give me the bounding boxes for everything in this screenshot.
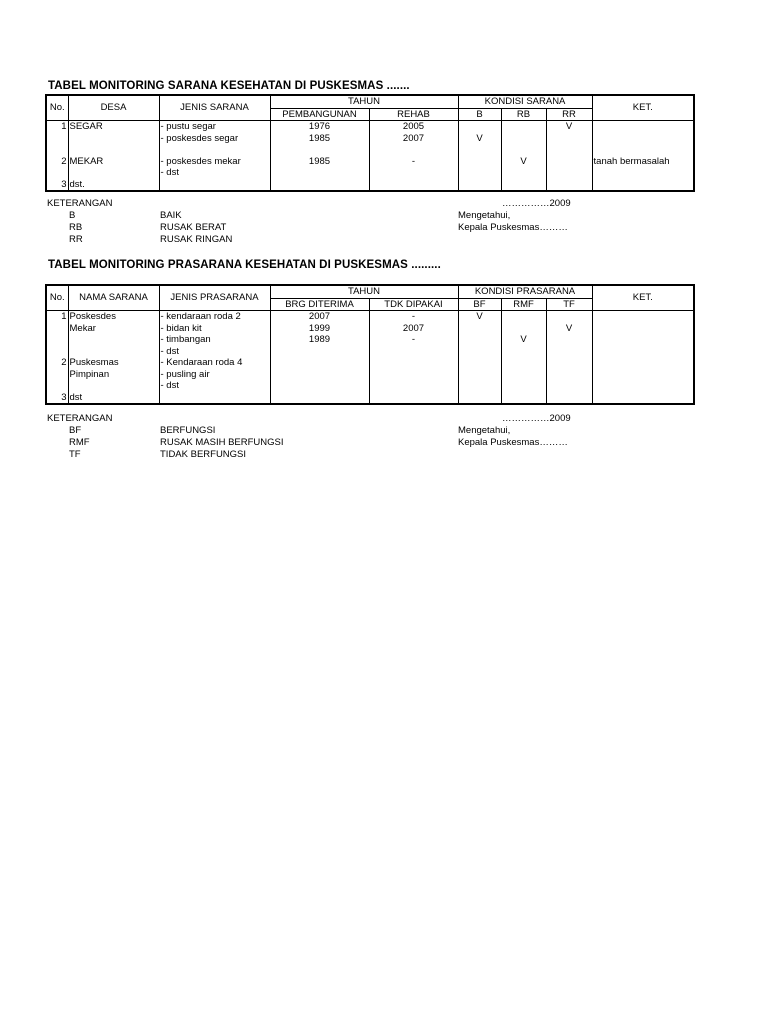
cell-desa: SEGAR [68, 121, 159, 133]
header-rr: RR [546, 108, 592, 121]
legend-desc: BAIK [160, 210, 182, 221]
cell-nama-sarana: Pimpinan [68, 369, 159, 381]
cell-tf [546, 346, 592, 358]
cell-rr [546, 133, 592, 145]
table-row [46, 121, 694, 133]
cell-ket [592, 392, 694, 405]
table-row [46, 369, 694, 381]
cell-tf: V [546, 323, 592, 335]
cell-rr [546, 144, 592, 156]
cell-ket [592, 133, 694, 145]
cell-tdk-dipakai [369, 357, 458, 369]
header-jenis-prasarana: JENIS PRASARANA [159, 285, 270, 311]
cell-bf [458, 392, 501, 405]
cell-desa [68, 144, 159, 156]
cell-tdk-dipakai [369, 392, 458, 405]
cell-no [46, 334, 68, 346]
cell-tdk-dipakai: - [369, 311, 458, 323]
header-rb: RB [501, 108, 546, 121]
cell-rr [546, 167, 592, 179]
cell-tdk-dipakai: - [369, 334, 458, 346]
table-row [46, 144, 694, 156]
header-b: B [458, 108, 501, 121]
prasarana-table [45, 284, 695, 405]
legend-code: B [69, 210, 76, 221]
header-jenis-sarana: JENIS SARANA [159, 95, 270, 121]
cell-b: V [458, 133, 501, 145]
signature-kepala: Kepala Puskesmas……… [458, 222, 568, 233]
cell-jenis-sarana [159, 179, 270, 192]
cell-bf [458, 346, 501, 358]
table-row [46, 380, 694, 392]
cell-ket [592, 346, 694, 358]
header-kondisi-sarana: KONDISI SARANA [458, 95, 592, 108]
cell-rmf [501, 380, 546, 392]
cell-nama-sarana: Poskesdes [68, 311, 159, 323]
cell-brg-diterima [270, 369, 369, 381]
table-row [46, 167, 694, 179]
cell-tdk-dipakai: 2007 [369, 323, 458, 335]
cell-desa [68, 167, 159, 179]
cell-pembangunan [270, 179, 369, 192]
header-tahun: TAHUN [270, 95, 458, 108]
cell-jenis-sarana: - poskesdes segar [159, 133, 270, 145]
cell-jenis-sarana: - pustu segar [159, 121, 270, 133]
cell-ket [592, 144, 694, 156]
cell-ket [592, 380, 694, 392]
cell-ket [592, 167, 694, 179]
cell-rehab: 2005 [369, 121, 458, 133]
cell-nama-sarana [68, 346, 159, 358]
cell-tdk-dipakai [369, 369, 458, 381]
signature-mengetahui: Mengetahui, [458, 210, 511, 221]
cell-tdk-dipakai [369, 346, 458, 358]
header-no: No. [46, 285, 68, 311]
legend-desc: RUSAK RINGAN [160, 234, 233, 245]
cell-tf [546, 357, 592, 369]
header-bf: BF [458, 298, 501, 311]
cell-ket [592, 311, 694, 323]
cell-jenis-prasarana: - dst [159, 346, 270, 358]
header-kondisi-prasarana: KONDISI PRASARANA [458, 285, 592, 298]
cell-rehab [369, 144, 458, 156]
cell-jenis-sarana: - poskesdes mekar [159, 156, 270, 168]
cell-rb [501, 179, 546, 192]
cell-b [458, 121, 501, 133]
cell-rr: V [546, 121, 592, 133]
cell-pembangunan [270, 144, 369, 156]
cell-ket [592, 179, 694, 192]
cell-bf [458, 369, 501, 381]
date-line: ……………2009 [502, 198, 571, 209]
header-desa: DESA [68, 95, 159, 121]
cell-brg-diterima [270, 357, 369, 369]
header-brg-diterima: BRG DITERIMA [270, 298, 369, 311]
header-tdk-dipakai: TDK DIPAKAI [369, 298, 458, 311]
cell-bf [458, 323, 501, 335]
cell-jenis-prasarana: - timbangan [159, 334, 270, 346]
cell-jenis-prasarana: - bidan kit [159, 323, 270, 335]
cell-desa: dst. [68, 179, 159, 192]
cell-no: 3 [46, 392, 68, 405]
cell-rr [546, 179, 592, 192]
cell-pembangunan [270, 167, 369, 179]
header-rehab: REHAB [369, 108, 458, 121]
cell-brg-diterima [270, 380, 369, 392]
cell-no [46, 133, 68, 145]
cell-rehab [369, 167, 458, 179]
cell-bf [458, 380, 501, 392]
cell-ket [592, 334, 694, 346]
cell-desa [68, 133, 159, 145]
cell-rehab [369, 179, 458, 192]
legend-code: RR [69, 234, 83, 245]
cell-nama-sarana [68, 334, 159, 346]
cell-rmf [501, 311, 546, 323]
cell-rmf [501, 369, 546, 381]
cell-rb: V [501, 156, 546, 168]
legend-desc: RUSAK MASIH BERFUNGSI [160, 437, 284, 448]
cell-no [46, 167, 68, 179]
cell-nama-sarana: Mekar [68, 323, 159, 335]
cell-tf [546, 392, 592, 405]
cell-brg-diterima: 1999 [270, 323, 369, 335]
header-no: No. [46, 95, 68, 121]
header-tahun: TAHUN [270, 285, 458, 298]
cell-no: 2 [46, 357, 68, 369]
cell-jenis-sarana [159, 144, 270, 156]
cell-ket [592, 357, 694, 369]
cell-ket: tanah bermasalah [592, 156, 694, 168]
cell-no: 3 [46, 179, 68, 192]
cell-bf [458, 334, 501, 346]
cell-tf [546, 369, 592, 381]
table-row [46, 156, 694, 168]
cell-brg-diterima: 1989 [270, 334, 369, 346]
cell-rmf: V [501, 334, 546, 346]
cell-rb [501, 121, 546, 133]
header-pembangunan: PEMBANGUNAN [270, 108, 369, 121]
cell-ket [592, 323, 694, 335]
table-row [46, 133, 694, 145]
keterangan-label: KETERANGAN [47, 413, 113, 424]
cell-jenis-prasarana: - dst [159, 380, 270, 392]
date-line: ……………2009 [502, 413, 571, 424]
cell-bf [458, 357, 501, 369]
cell-b [458, 179, 501, 192]
cell-no [46, 380, 68, 392]
cell-no: 2 [46, 156, 68, 168]
cell-no [46, 323, 68, 335]
cell-ket [592, 369, 694, 381]
cell-rr [546, 156, 592, 168]
cell-brg-diterima: 2007 [270, 311, 369, 323]
legend-code: BF [69, 425, 82, 436]
cell-brg-diterima [270, 392, 369, 405]
table-row [46, 334, 694, 346]
table-row [46, 346, 694, 358]
table-row [46, 392, 694, 405]
cell-rb [501, 144, 546, 156]
table-row [46, 357, 694, 369]
cell-tf [546, 334, 592, 346]
table-row [46, 323, 694, 335]
cell-no [46, 346, 68, 358]
cell-no: 1 [46, 311, 68, 323]
cell-nama-sarana: dst [68, 392, 159, 405]
legend-desc: TIDAK BERFUNGSI [160, 449, 247, 460]
cell-rmf [501, 346, 546, 358]
table2-title: TABEL MONITORING PRASARANA KESEHATAN DI PUSKESMAS ......... [48, 259, 441, 271]
legend-code: TF [69, 449, 81, 460]
signature-kepala: Kepala Puskesmas……… [458, 437, 568, 448]
cell-b [458, 167, 501, 179]
cell-jenis-prasarana: - kendaraan roda 2 [159, 311, 270, 323]
cell-rb [501, 167, 546, 179]
legend-desc: RUSAK BERAT [160, 222, 227, 233]
signature-mengetahui: Mengetahui, [458, 425, 511, 436]
header-ket: KET. [592, 285, 694, 311]
table-row [46, 311, 694, 323]
header-ket: KET. [592, 95, 694, 121]
keterangan-label: KETERANGAN [47, 198, 113, 209]
cell-jenis-prasarana: - pusling air [159, 369, 270, 381]
cell-tf [546, 380, 592, 392]
legend-code: RB [69, 222, 83, 233]
cell-pembangunan: 1976 [270, 121, 369, 133]
sarana-table [45, 94, 695, 192]
legend-desc: BERFUNGSI [160, 425, 216, 436]
cell-no [46, 369, 68, 381]
cell-b [458, 156, 501, 168]
cell-jenis-prasarana [159, 392, 270, 405]
cell-pembangunan: 1985 [270, 133, 369, 145]
cell-rehab: - [369, 156, 458, 168]
table-row [46, 179, 694, 192]
cell-rmf [501, 357, 546, 369]
cell-no: 1 [46, 121, 68, 133]
table1-title: TABEL MONITORING SARANA KESEHATAN DI PUSKESMAS ....... [48, 80, 410, 92]
cell-rb [501, 133, 546, 145]
cell-pembangunan: 1985 [270, 156, 369, 168]
cell-tf [546, 311, 592, 323]
header-tf: TF [546, 298, 592, 311]
cell-ket [592, 121, 694, 133]
cell-rmf [501, 392, 546, 405]
cell-bf: V [458, 311, 501, 323]
cell-brg-diterima [270, 346, 369, 358]
header-rmf: RMF [501, 298, 546, 311]
cell-rmf [501, 323, 546, 335]
cell-jenis-sarana: - dst [159, 167, 270, 179]
header-nama-sarana: NAMA SARANA [68, 285, 159, 311]
cell-tdk-dipakai [369, 380, 458, 392]
legend-code: RMF [69, 437, 90, 448]
cell-nama-sarana [68, 380, 159, 392]
cell-desa: MEKAR [68, 156, 159, 168]
cell-rehab: 2007 [369, 133, 458, 145]
cell-no [46, 144, 68, 156]
cell-jenis-prasarana: - Kendaraan roda 4 [159, 357, 270, 369]
cell-nama-sarana: Puskesmas [68, 357, 159, 369]
cell-b [458, 144, 501, 156]
